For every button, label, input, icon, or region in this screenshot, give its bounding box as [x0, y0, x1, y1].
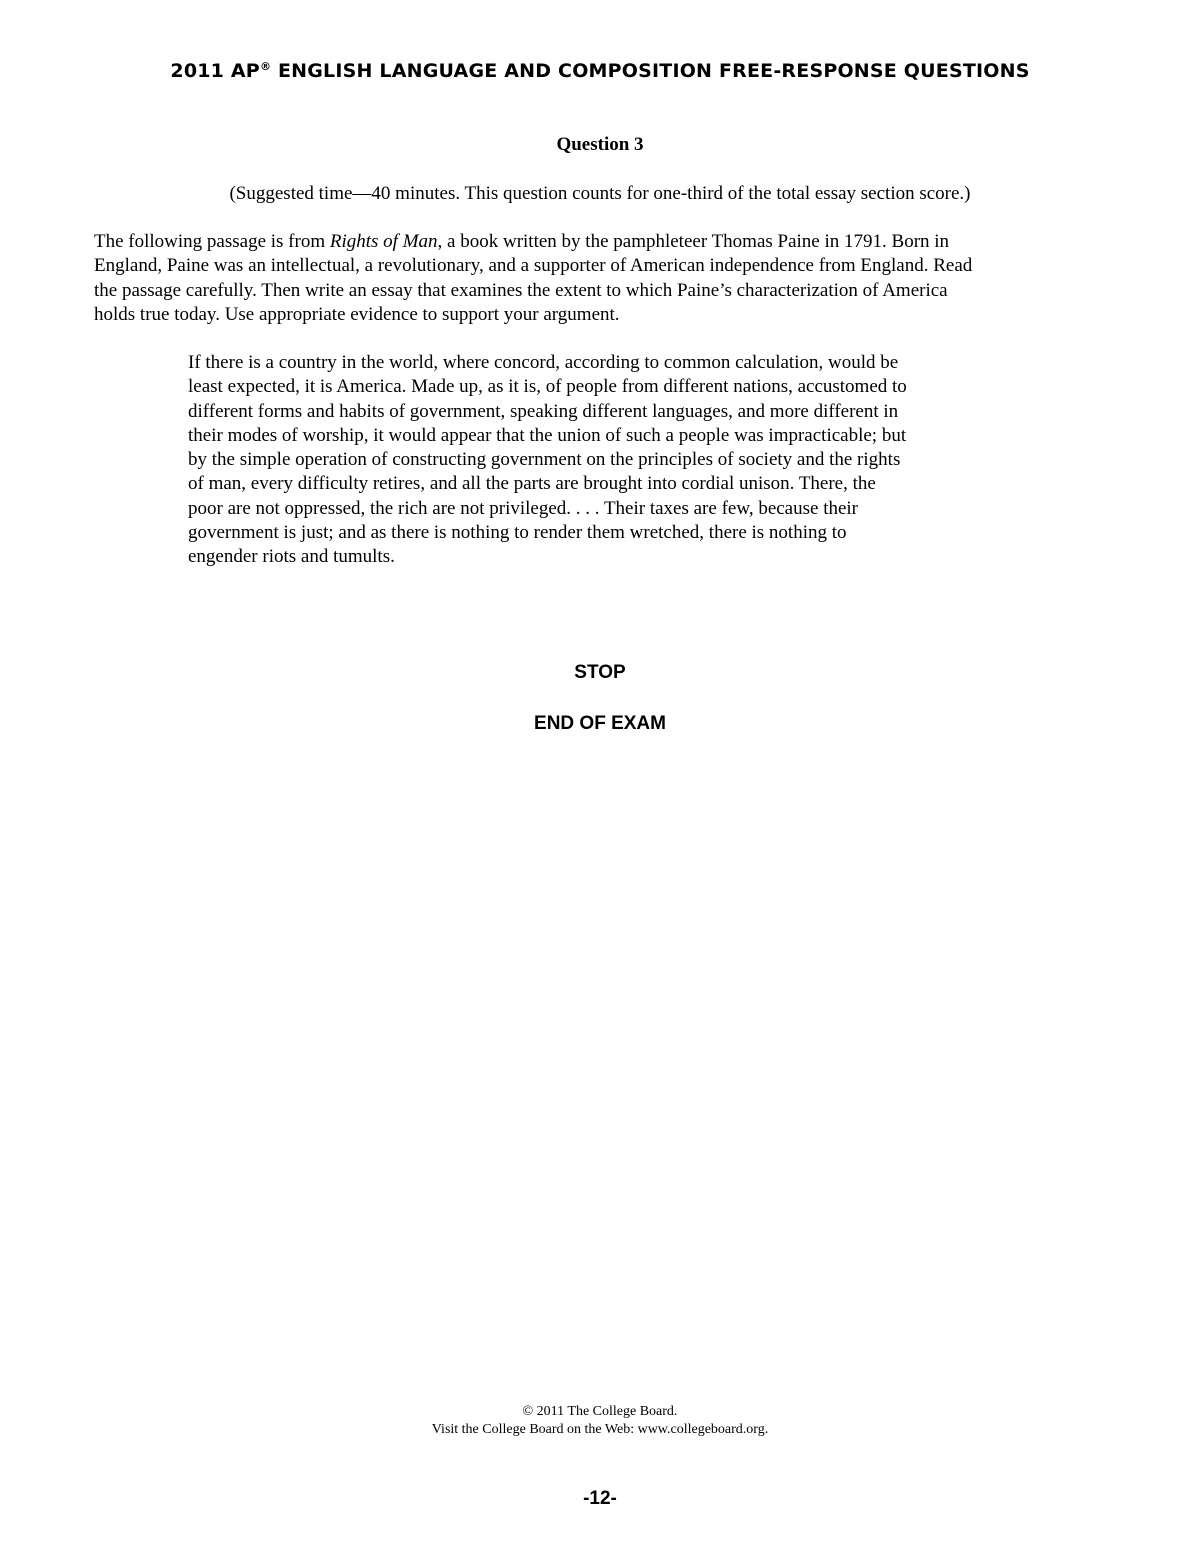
prompt-line-2: England, Paine was an intellectual, a revolutionary, and a supporter of American independence from England. Read	[94, 255, 973, 277]
passage-line: of man, every difficulty retires, and all the parts are brought into cordial unison. There, the	[188, 473, 876, 495]
passage-line: by the simple operation of constructing government on the principles of society and the rights	[188, 449, 901, 471]
website-line: Visit the College Board on the Web: www.collegeboard.org.	[431, 1422, 769, 1437]
passage-line: If there is a country in the world, where concord, according to common calculation, would be	[188, 352, 899, 373]
prompt-line-1-start: The following passage is from	[94, 231, 330, 252]
prompt-line-1	[94, 230, 1104, 254]
passage-line: different forms and habits of government, speaking different languages, and more different in	[188, 400, 899, 422]
page-header-title	[0, 60, 1200, 82]
paine-passage	[188, 351, 1018, 570]
copyright-footer	[0, 1403, 1200, 1439]
header-title-suffix: ENGLISH LANGUAGE AND COMPOSITION FREE-RESPONSE QUESTIONS	[271, 60, 1030, 82]
prompt-line-1-end: , a book written by the pamphleteer Thomas Paine in 1791. Born in	[437, 231, 950, 252]
passage-line: engender riots and tumults.	[188, 546, 395, 568]
book-title: Rights of Man	[329, 231, 438, 252]
end-of-exam-heading: END OF EXAM	[534, 713, 666, 734]
passage-line: their modes of worship, it would appear that the union of such a people was impracticable; but	[188, 424, 907, 446]
registered-mark: ®	[259, 60, 272, 73]
copyright-line: © 2011 The College Board.	[522, 1404, 678, 1419]
question-title: Question 3	[556, 134, 644, 155]
page-number: -12-	[583, 1488, 617, 1509]
passage-line: government is just; and as there is nothing to render them wretched, there is nothing to	[188, 522, 847, 544]
suggested-time-note: (Suggested time—40 minutes. This question counts for one-third of the total essay section score.)	[229, 183, 971, 204]
prompt-line-4: holds true today. Use appropriate evidence to support your argument.	[94, 303, 620, 325]
passage-line: least expected, it is America. Made up, as it is, of people from different nations, accustomed to	[188, 376, 907, 398]
prompt-line-3: the passage carefully. Then write an essay that examines the extent to which Paine’s characterization of America	[94, 279, 948, 301]
header-title-prefix: 2011 AP	[170, 60, 260, 82]
question-prompt	[94, 230, 1104, 327]
passage-line: poor are not oppressed, the rich are not privileged. . . . Their taxes are few, because their	[188, 497, 859, 519]
stop-heading: STOP	[574, 662, 626, 683]
